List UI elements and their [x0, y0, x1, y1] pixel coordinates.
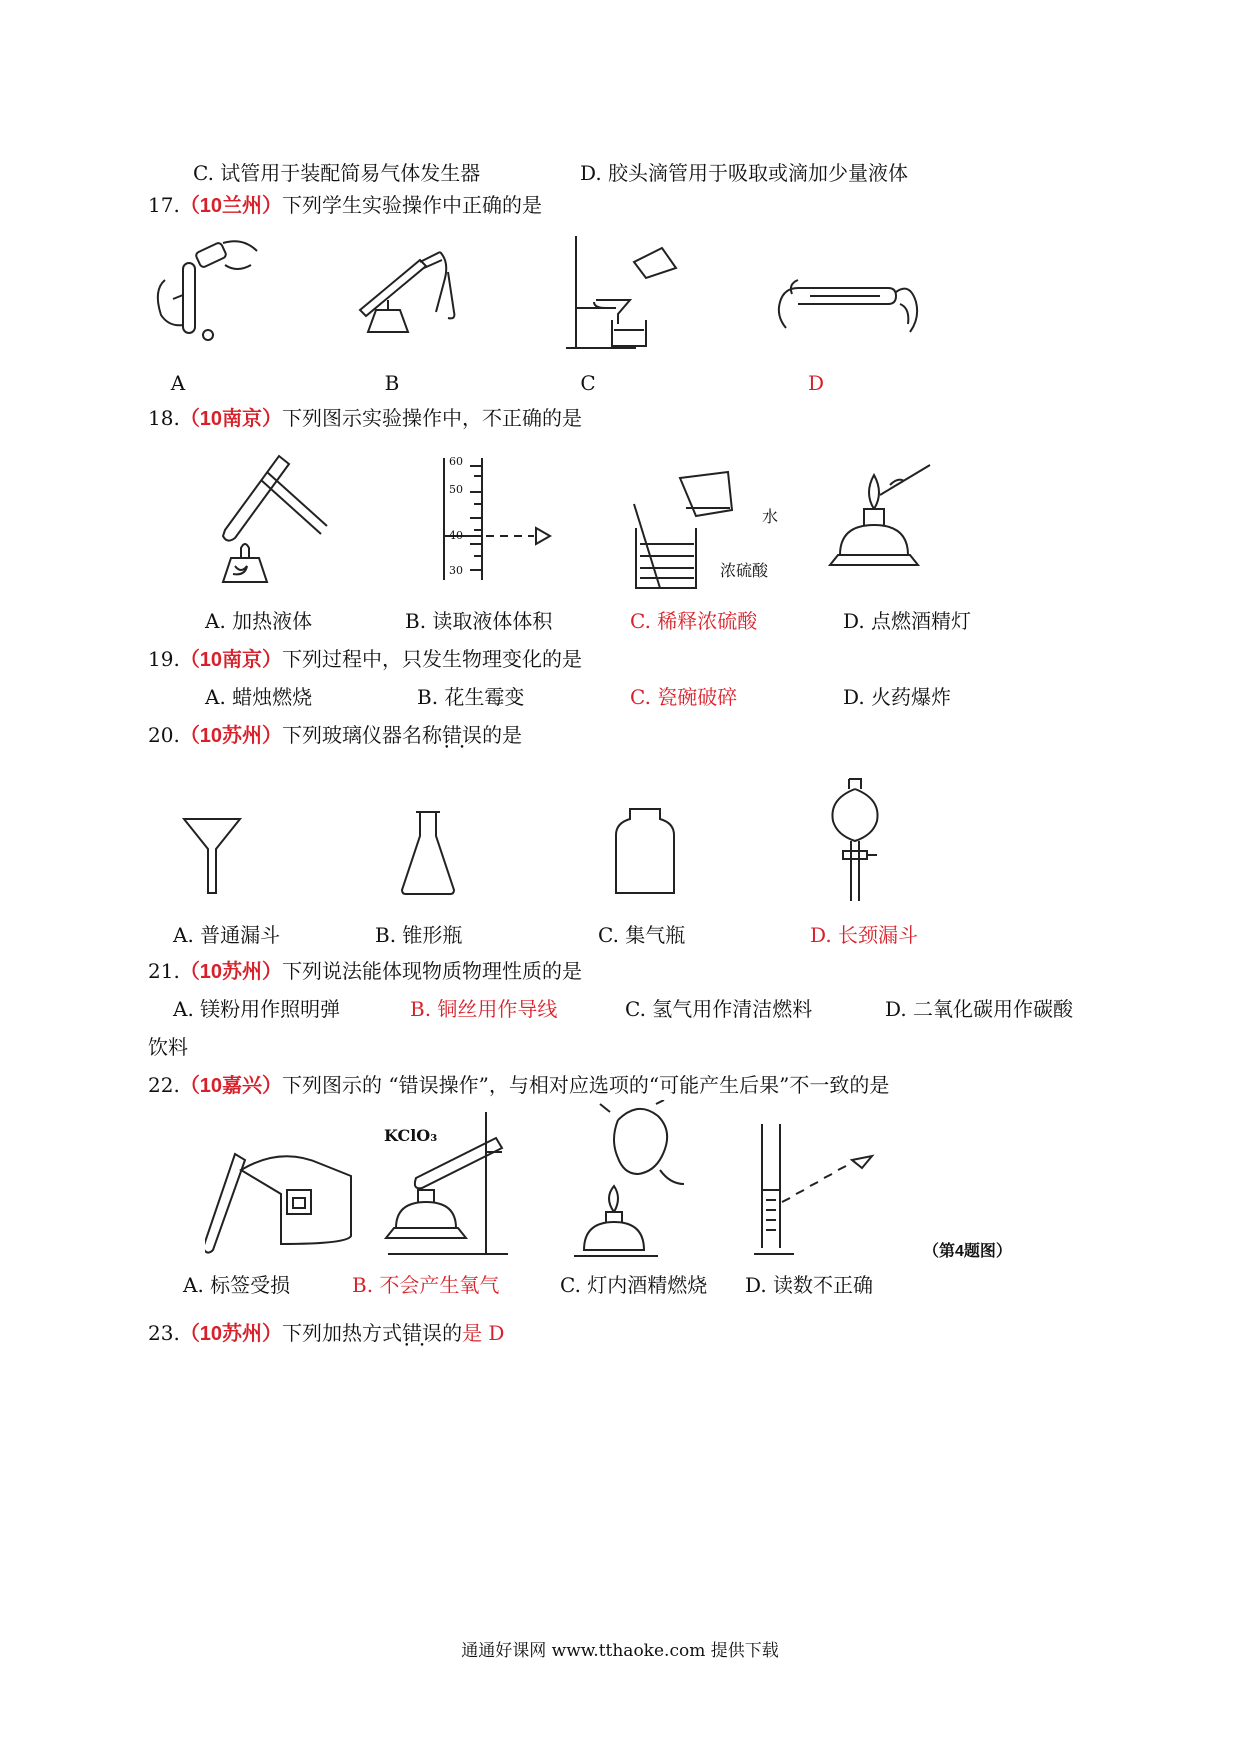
question-text: 下列图示实验操作中，不正确的是 [282, 406, 583, 430]
q18-option-d: D. 点燃酒精灯 [843, 609, 972, 633]
question-text: 下列说法能体现物质物理性质的是 [282, 959, 583, 983]
q21-option-d: D. 二氧化碳用作碳酸 [885, 997, 1074, 1021]
question-text: 下列过程中，只发生物理变化的是 [282, 647, 583, 671]
question-19 [148, 646, 582, 673]
figure-20b-conical-flask [398, 808, 458, 898]
q18-option-b: B. 读取液体体积 [405, 609, 553, 633]
question-17 [148, 192, 542, 219]
figure-20c-gas-jar [610, 805, 680, 900]
q19-option-b: B. 花生霉变 [417, 685, 525, 709]
figure-18b-reading-cylinder [430, 452, 560, 582]
q22-option-b: B. 不会产生氧气 [352, 1273, 500, 1297]
scale-60: 60 [449, 455, 463, 468]
figure-18a-heating-liquid [205, 450, 340, 590]
prev-option-d: D. 胶头滴管用于吸取或滴加少量液体 [580, 161, 909, 185]
question-source: （10嘉兴） [179, 1075, 283, 1097]
question-23 [148, 1320, 504, 1347]
question-number: 17. [148, 193, 180, 217]
question-source: （10苏州） [179, 961, 283, 983]
prev-option-c: C. 试管用于装配简易气体发生器 [193, 161, 481, 185]
q21-option-b: B. 铜丝用作导线 [410, 997, 558, 1021]
figure-17a-pouring-liquid [145, 225, 260, 345]
q22-option-c: C. 灯内酒精燃烧 [560, 1273, 708, 1297]
figure-17b-heating-tube [350, 232, 465, 344]
question-source: （10南京） [179, 408, 283, 430]
figure-22c-blowing-lamp [570, 1100, 690, 1260]
figure-caption: （第4题图） [923, 1243, 1012, 1260]
q22-option-a: A. 标签受损 [183, 1273, 291, 1297]
scale-40: 40 [449, 529, 463, 542]
figure-18d-lighting-lamp [820, 455, 940, 585]
question-text: 下列玻璃仪器名称 [282, 723, 443, 747]
figure-22a-pouring-reagent [205, 1150, 370, 1255]
q22-option-d: D. 读数不正确 [745, 1273, 874, 1297]
q20-option-a: A. 普通漏斗 [173, 923, 281, 947]
question-22 [148, 1072, 889, 1099]
q19-option-d: D. 火药爆炸 [843, 685, 952, 709]
question-21 [148, 958, 582, 985]
figure-20a-funnel [180, 815, 245, 895]
question-source: （10苏州） [179, 725, 283, 747]
q20-option-d: D. 长颈漏斗 [810, 923, 919, 947]
figure-17d-shaking-tube [770, 258, 920, 348]
question-number: 22. [148, 1073, 180, 1097]
question-text: 下列加热方式 [282, 1321, 403, 1345]
figure-20d-separating-funnel [825, 775, 885, 905]
figure-22b-heating-kclo3 [382, 1108, 527, 1260]
q17-label-d: D [807, 371, 825, 395]
question-text: 下列学生实验操作中正确的是 [282, 193, 543, 217]
question-text: 下列图示的 “错误操作”，与相对应选项的“可能产生后果”不一致的是 [282, 1073, 890, 1097]
question-source: （10兰州） [179, 195, 283, 217]
label-water: 水 [762, 507, 779, 526]
question-18 [148, 405, 582, 432]
q21-option-a: A. 镁粉用作照明弹 [173, 997, 341, 1021]
question-text-end: 的是 [482, 723, 523, 747]
scale-50: 50 [449, 483, 463, 496]
q19-option-a: A. 蜡烛燃烧 [205, 685, 313, 709]
label-kclo3: KClO₃ [384, 1126, 438, 1145]
label-conc-acid: 浓硫酸 [720, 561, 769, 580]
question-number: 19. [148, 647, 180, 671]
question-source: （10南京） [179, 649, 283, 671]
question-number: 20. [148, 723, 180, 747]
answer-text: 是 D [462, 1321, 505, 1345]
q20-option-c: C. 集气瓶 [598, 923, 686, 947]
q17-label-b: B [384, 371, 400, 395]
q17-label-a: A [170, 371, 186, 395]
q18-option-a: A. 加热液体 [205, 609, 313, 633]
question-text-end: 的 [442, 1321, 463, 1345]
q21-option-d-wrap: 饮料 [148, 1035, 188, 1059]
figure-22d-reading-cylinder [752, 1120, 882, 1260]
q19-option-c: C. 瓷碗破碎 [630, 685, 738, 709]
question-source: （10苏州） [179, 1323, 283, 1345]
q21-option-c: C. 氢气用作清洁燃料 [625, 997, 813, 1021]
q17-label-c: C [580, 371, 596, 395]
emphasis-text: 错误 •• [442, 723, 482, 747]
q18-option-c: C. 稀释浓硫酸 [630, 609, 758, 633]
page-footer: 通通好课网 www.tthaoke.com 提供下载 [461, 1641, 779, 1661]
question-number: 23. [148, 1321, 180, 1345]
figure-17c-filtering [560, 232, 690, 352]
question-number: 18. [148, 406, 180, 430]
question-20 [148, 722, 522, 749]
scale-30: 30 [449, 564, 463, 577]
question-number: 21. [148, 959, 180, 983]
emphasis-text: 错误 •• [402, 1321, 442, 1345]
q20-option-b: B. 锥形瓶 [375, 923, 463, 947]
